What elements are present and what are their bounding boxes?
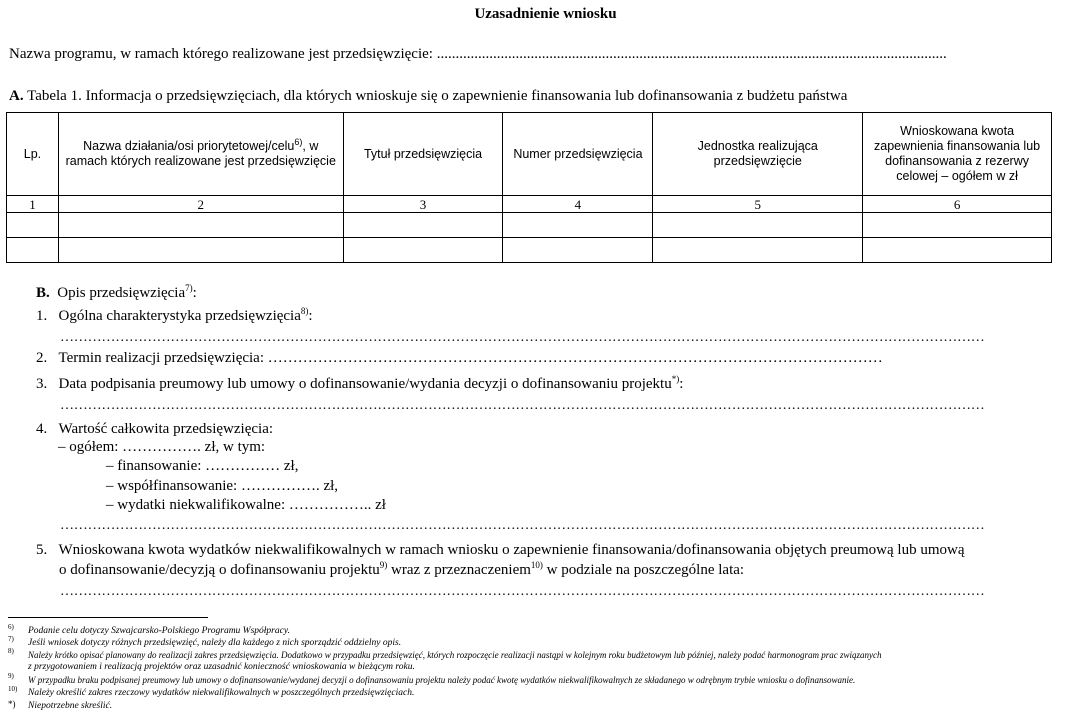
item-5: 5. Wnioskowana kwota wydatków niekwalifikowalnych w ramach wniosku o zapewnienie finansowania/dofinansowania objętych preumową lub umową xyxy=(36,542,965,558)
item-4-ineligible: – wydatki niekwalifikowalne: …………….. zł xyxy=(106,497,386,513)
table-cell[interactable] xyxy=(653,238,863,263)
item-4: 4. Wartość całkowita przedsięwzięcia: xyxy=(36,421,274,437)
table-cell[interactable] xyxy=(503,238,653,263)
table-cell[interactable] xyxy=(58,213,343,238)
section-a-heading xyxy=(9,88,847,105)
table-header-cell: Nazwa działania/osi priorytetowej/celu$^{6)}$, w ramach których realizowane jest przedsięwzięcie xyxy=(58,113,343,196)
table-header-cell: Jednostka realizująca przedsięwzięcie xyxy=(653,113,863,196)
section-a-letter: A. xyxy=(9,88,24,104)
section-b-letter: B. xyxy=(36,285,50,301)
item-4-cofinancing: – współfinansowanie: ……………. zł, xyxy=(106,478,339,494)
table-cell: 3 xyxy=(343,196,503,213)
table-header-row xyxy=(7,113,1052,196)
table-column-numbers-row xyxy=(7,196,1052,213)
footnote-separator xyxy=(8,617,208,618)
table-row xyxy=(7,213,1052,238)
table-cell[interactable] xyxy=(58,238,343,263)
table-header-cell: Wnioskowana kwota zapewnienia finansowania lub dofinansowania z rezerwy celowej – ogółem w zł xyxy=(863,113,1052,196)
table-cell[interactable] xyxy=(7,238,59,263)
table-cell[interactable] xyxy=(653,213,863,238)
table-row xyxy=(7,238,1052,263)
table-cell[interactable] xyxy=(343,238,503,263)
item-4-dots[interactable]: ………………………………………………………………………………………………………………………………………………………………………………… xyxy=(60,518,985,533)
table-cell[interactable] xyxy=(503,213,653,238)
item-3-dots[interactable]: ………………………………………………………………………………………………………………………………………………………………………………… xyxy=(60,398,985,413)
table-header-cell: Tytuł przedsięwzięcia xyxy=(343,113,503,196)
table-header-cell: Numer przedsięwzięcia xyxy=(503,113,653,196)
item-4-total: – ogółem: ……………. zł, w tym: xyxy=(58,439,266,455)
table-cell[interactable] xyxy=(343,213,503,238)
table-header-cell: Lp. xyxy=(7,113,59,196)
item-5-line-2: o dofinansowanie/decyzją o dofinansowaniu projektu$^{9)}$ wraz z przeznaczeniem$^{10)}$ w podziale na poszczególne lata: xyxy=(59,560,745,578)
table-cell: 6 xyxy=(863,196,1052,213)
item-1-dots[interactable]: ………………………………………………………………………………………………………………………………………………………………………………… xyxy=(60,330,985,345)
item-1: 1. Ogólna charakterystyka przedsięwzięcia$^{8)}$: xyxy=(36,306,313,324)
table-cell: 1 xyxy=(7,196,59,213)
item-5-dots[interactable]: ………………………………………………………………………………………………………………………………………………………………………………… xyxy=(60,584,985,599)
table-cell: 2 xyxy=(58,196,343,213)
item-4-financing: – finansowanie: …………… zł, xyxy=(106,458,299,474)
table-cell[interactable] xyxy=(7,213,59,238)
section-a-text: Tabela 1. Informacja o przedsięwzięciach, dla których wnioskuje się o zapewnienie finansowania lub dofinansowania z budżetu państwa xyxy=(23,88,848,104)
program-name-line: Nazwa programu, w ramach którego realizowane jest przedsięwzięcie: ........................................................................................................................................ xyxy=(9,46,947,62)
item-2: 2. Termin realizacji przedsięwzięcia: …………………………………………………………………………………………………………… xyxy=(36,350,883,366)
section-b-heading: B. Opis przedsięwzięcia$^{7)}$: xyxy=(36,283,197,301)
document-title: Uzasadnienie wniosku xyxy=(474,6,617,22)
table-cell: 4 xyxy=(503,196,653,213)
table-cell[interactable] xyxy=(863,238,1052,263)
projects-table xyxy=(6,112,1052,263)
table-cell: 5 xyxy=(653,196,863,213)
item-3: 3. Data podpisania preumowy lub umowy o dofinansowanie/wydania decyzji o dofinansowaniu projektu*): xyxy=(36,374,684,392)
table-cell[interactable] xyxy=(863,213,1052,238)
